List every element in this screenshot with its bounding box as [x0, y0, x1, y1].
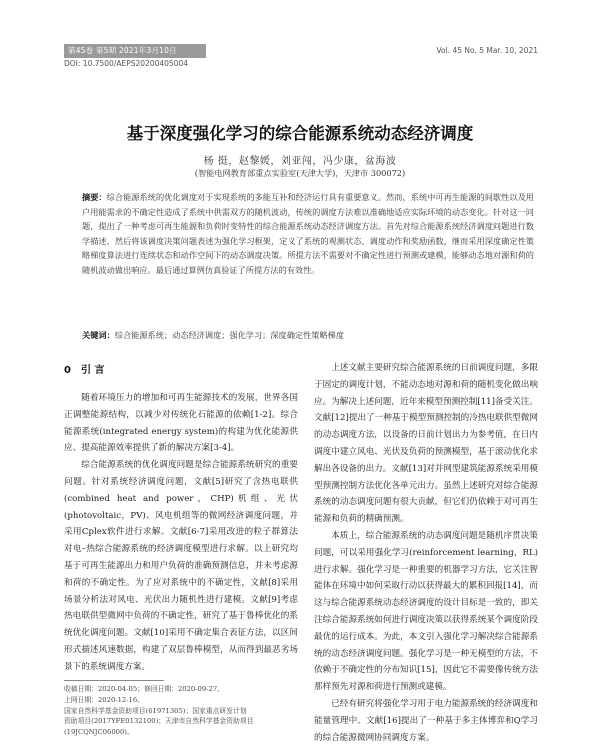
abstract-text: 综合能源系统的优化调度对于实现系统的多能互补和经济运行具有重要意义。然而，系统中可再生能源的间歇性以及用户用能需求的不确定性造成了系统中供需双方的随机波动，传统的调度方法难以准确地适应实际环境的动态变化。针对这一问题，提出了一种考虑可再生能源和负荷时变特性的综合能源系统动态经济调度方法。首先对综合能源系统经济调度问题进行数学描述，然后将该调度决策问题表述为强化学习框架，定义了系统的观测状态、调度动作和奖励函数，继而采用深度确定性策略梯度算法进行连续状态和动作空间下的动态调度决策。所提方法不需要对不确定性进行预测或建模，能够动态地对源和荷的随机波动做出响应。最后通过算例仿真验证了所提方法的有效性。: [82, 192, 534, 275]
right-column: [314, 360, 538, 746]
affiliation: (智能电网教育部重点实验室(天津大学)，天津市 300072): [194, 168, 406, 178]
footnotes: [64, 684, 298, 738]
footnote-line: (19JCQNJC06000)。: [64, 728, 134, 737]
left-column: [64, 364, 298, 676]
journal-issue-band: 第45卷 第5期 2021年3月10日: [64, 44, 206, 58]
footnote-line: 资助项目(2017YFE0132100)；天津市自然科学基金资助项目: [64, 717, 254, 726]
abstract: [82, 190, 534, 277]
paragraph: 综合能源系统的优化调度问题是综合能源系统研究的重要问题。针对系统经济调度问题，文献[5]研究了含热电联供(combined heat and power，CHP)机组、光伏(photovoltaic，PV)、风电机组等的微网经济调度问题，并采用Cplex软件进行求解。文献[6-7]采用改进的粒子群算法对电–热综合能源系统的经济调度模型进行求解。以上研究均基于可再生能源出力和用户负荷的准确预测信息，并未考虑源和荷的不确定性。为了应对系统中的不确定性，文献[8]采用场景分析法对风电、光伏出力随机性进行建模。文献[9]考虑热电联供型微网中负荷的不确定性，研究了基于鲁棒优化的系统优化调度问题。文献[10]采用不确定集合表征方法，以区间形式描述风速数据，构建了双层鲁棒模型，从而得到最恶劣场景下的系统调度方案。: [64, 460, 298, 672]
abstract-label: 摘要：: [82, 192, 107, 202]
paragraph: 本质上，综合能源系统的动态调度问题是随机序贯决策问题，可以采用强化学习(reinforcement learning，RL)进行求解。强化学习是一种重要的机器学习方法，它关注智能体在环境中如何采取行动以获得最大的累积回报[14]，而这与综合能源系统动态经济调度的设计目标是一致的，即关注综合能源系统如何进行调度决策以获得系统某个调度阶段最优的运行成本。为此，本文引入强化学习解决综合能源系统的动态经济调度问题。强化学习是一种无模型的方法，不依赖于不确定性的分布知识[15]，因此它不需要像传统方法那样预先对源和荷进行预测或建模。: [314, 530, 538, 693]
doi: DOI: 10.7500/AEPS20200405004: [64, 59, 188, 68]
keywords-label: 关键词：: [82, 330, 115, 340]
paragraph: 已经有研究将强化学习用于电力能源系统的经济调度和能量管理中。文献[16]提出了一种基于多主体博弈和Q学习的综合能源微网协同调度方案。: [314, 698, 538, 743]
section-heading: 0 引 言: [64, 365, 105, 376]
keywords-text: 综合能源系统；动态经济调度；强化学习；深度确定性策略梯度: [114, 330, 345, 340]
footnote-line: 国家自然科学基金资助项目(61971305)；国家重点研发计划: [64, 706, 247, 715]
footnote-line: 上网日期：2020-12-16。: [64, 695, 144, 704]
keywords: [82, 328, 534, 342]
footnote-divider: [64, 680, 164, 681]
paper-title: 基于深度强化学习的综合能源系统动态经济调度: [126, 124, 474, 143]
authors: 杨 挺，赵黎媛，刘亚闯，冯少康，盆海波: [203, 156, 397, 167]
paragraph: 随着环境压力的增加和可再生能源技术的发展，世界各国正调整能源结构，以减少对传统化石能源的依赖[1-2]。综合能源系统(integrated energy system)的构建为优化能源供应、提高能源效率提供了新的解决方案[3-4]。: [64, 393, 298, 454]
journal-issue-english: Vol. 45 No. 5 Mar. 10, 2021: [436, 46, 538, 55]
paragraph: 上述文献主要研究综合能源系统的日前调度问题，多限于固定的调度计划，不能动态地对源和荷的随机变化做出响应。为解决上述问题，近年来模型预测控制[11]备受关注。文献[12]提出了一种基于模型预测控制的冷热电联供型微网的动态调度方法，以设备的日前计划出力为参考值，在日内调度中建立风电、光伏及负荷的预测模型，基于滚动优化求解出各设备的出力。文献[13]对并网型建筑能源系统采用模型预测控制方法优化各单元出力。虽然上述研究对综合能源系统的动态调度问题有很大贡献，但它们仍依赖于对可再生能源和负荷的精确预测。: [314, 363, 538, 525]
footnote-line: 收稿日期：2020-04-05；修回日期：2020-09-27。: [64, 685, 224, 693]
